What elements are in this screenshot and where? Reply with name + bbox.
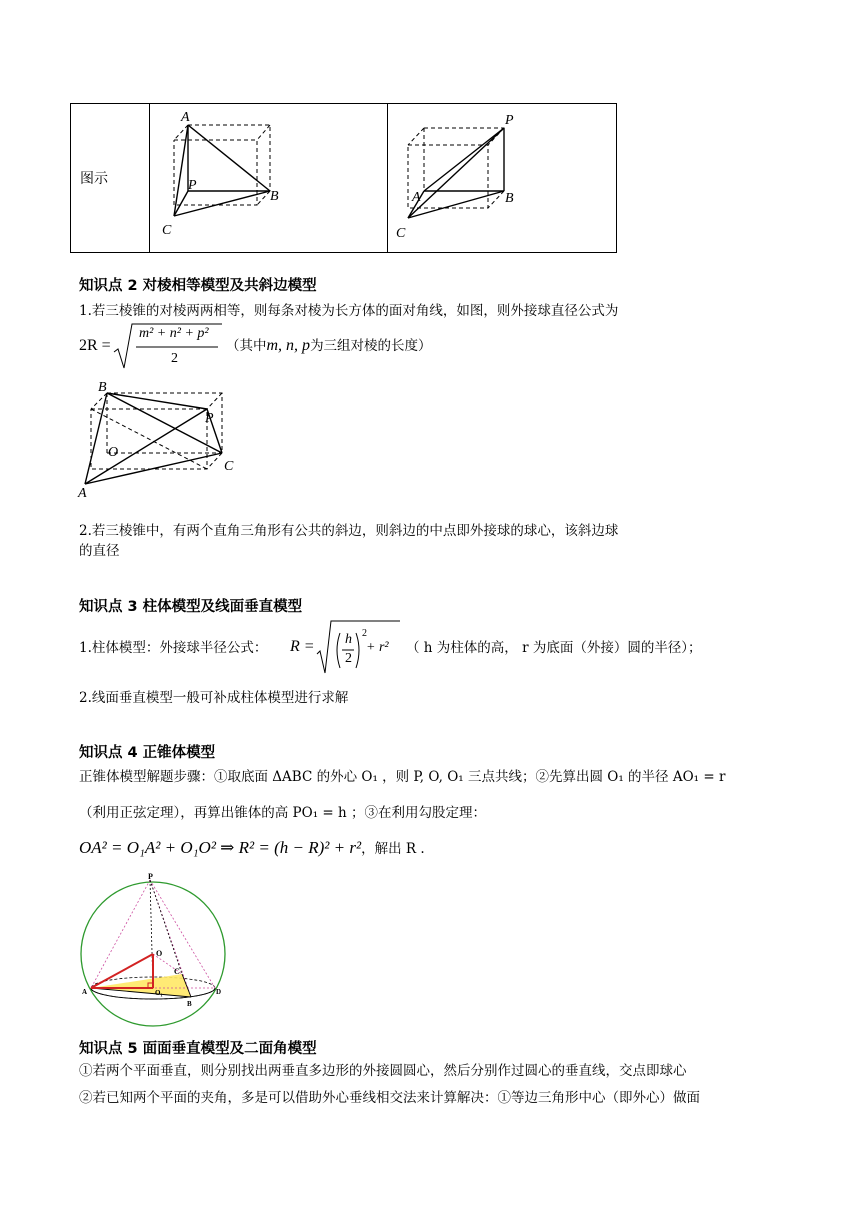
formula-denominator: 2	[171, 351, 178, 366]
label-o1: O₁	[155, 989, 163, 997]
formula-lhs: R =	[290, 638, 315, 655]
section5-paragraph-1: ①若两个平面垂直，则分别找出两垂直多边形的外接圆圆心，然后分别作过圆心的垂直线，交点即球心	[79, 1063, 687, 1079]
section2-heading: 知识点 2 对棱相等模型及共斜边模型	[79, 278, 317, 294]
section3-formula	[290, 618, 405, 676]
formula-numerator: m² + n² + p²	[139, 326, 209, 341]
frac-numerator: h	[345, 632, 352, 647]
formula-suffix: ，解出 R .	[361, 841, 425, 857]
section2-paragraph-2-line1: 2.若三棱锥中，有两个直角三角形有公共的斜边，则斜边的中点即外接球的球心，该斜边球	[79, 523, 619, 539]
label-a: A	[412, 190, 421, 205]
figure-cell-2	[388, 104, 617, 253]
cube-diagram-1	[150, 104, 387, 248]
note-prefix: （其中	[226, 338, 267, 354]
label-a: A	[78, 486, 87, 501]
label-c: C	[224, 459, 234, 474]
note-suffix: 为三组对棱的长度）	[310, 338, 432, 354]
label-p: P	[505, 113, 514, 128]
section2-formula	[79, 322, 229, 372]
section3-paragraph-2: 2.线面垂直模型一般可补成柱体模型进行求解	[79, 690, 349, 706]
section5-paragraph-2: ②若已知两个平面的夹角，多是可以借助外心垂线相交法来计算解决：①等边三角形中心（即外心）做面	[79, 1090, 700, 1106]
section2-paragraph-1: 1.若三棱锥的对棱两两相等，则每条对棱为长方体的面对角线，如图，则外接球直径公式为	[79, 303, 619, 319]
figure-row-label-cell	[71, 104, 150, 253]
label-b: B	[270, 189, 279, 204]
label-a: A	[181, 110, 190, 125]
label-o: O	[108, 445, 119, 460]
svg-text:2: 2	[362, 628, 367, 639]
label-d: D	[216, 988, 222, 996]
formula-lhs: 2R =	[79, 337, 111, 354]
label-a: A	[82, 988, 88, 996]
formula: OA² = O₁A² + O₁O² ⇒ R² = (h − R)² + r²	[79, 838, 362, 857]
section3-p1-note: （ h 为柱体的高， r 为底面（外接）圆的半径）；	[406, 640, 702, 656]
figure-cell-1	[150, 104, 388, 253]
section3-heading: 知识点 3 柱体模型及线面垂直模型	[79, 599, 303, 615]
formula-tail: + r²	[366, 640, 389, 655]
note-vars: m, n, p	[266, 337, 311, 354]
label-c: C	[396, 226, 406, 241]
sqrt-sign	[316, 618, 402, 676]
section4-line1: 正锥体模型解题步骤：①取底面 ΔABC 的外心 O₁ ，则 P, O, O₁ 三点共线；②先算出圆 O₁ 的半径 AO₁ = r	[79, 769, 726, 785]
label-p: P	[188, 178, 197, 193]
section2-formula-note	[226, 336, 432, 356]
regular-pyramid-sphere-diagram	[78, 870, 228, 1030]
label-b: B	[187, 1000, 192, 1008]
label-o: O	[156, 949, 163, 958]
label-b: B	[98, 380, 107, 395]
frac-denominator: 2	[345, 651, 352, 666]
figure-row-label: 图示	[80, 170, 108, 187]
label-p: P	[205, 411, 214, 426]
label-c: C	[174, 967, 180, 976]
opposite-edges-diagram	[74, 376, 244, 501]
section2-paragraph-2-line2: 的直径	[79, 543, 120, 559]
figure-table	[70, 103, 617, 253]
label-p: P	[148, 872, 153, 881]
label-c: C	[162, 223, 172, 238]
cube-diagram-2	[388, 104, 616, 248]
section4-line2: （利用正弦定理），再算出锥体的高 PO₁ = h ；③在利用勾股定理：	[79, 805, 486, 821]
section4-heading: 知识点 4 正锥体模型	[79, 745, 216, 761]
label-b: B	[505, 191, 514, 206]
section5-heading: 知识点 5 面面垂直模型及二面角模型	[79, 1041, 317, 1057]
section3-p1-prefix: 1.柱体模型：外接球半径公式：	[79, 640, 268, 656]
section4-formula-line	[79, 838, 425, 859]
